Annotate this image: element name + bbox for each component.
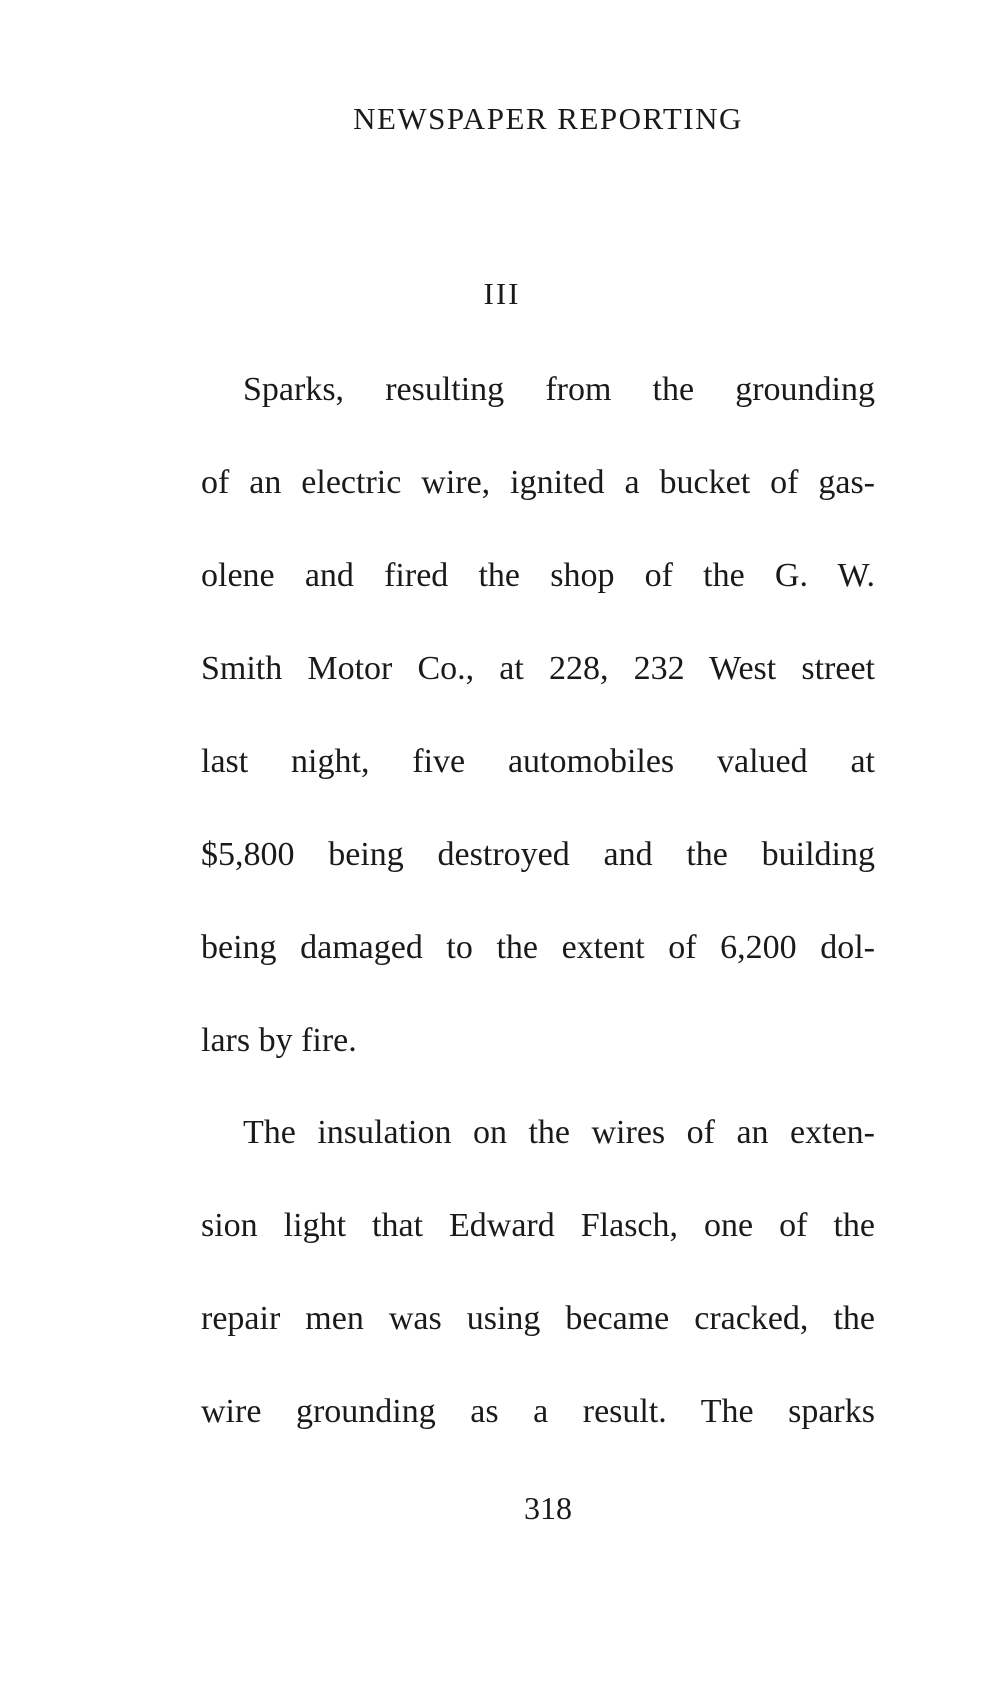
paragraph-1-line-3: olene and fired the shop of the G. W. <box>201 557 875 594</box>
paragraph-1-line-5: last night, five automobiles valued at <box>201 743 875 780</box>
paragraph-1-line-2: of an electric wire, ignited a bucket of gas- <box>201 464 875 501</box>
paragraph-2-line-1: The insulation on the wires of an exten- <box>243 1114 875 1151</box>
paragraph-1-line-1: Sparks, resulting from the grounding <box>243 371 875 408</box>
paragraph-1-line-7: being damaged to the extent of 6,200 dol- <box>201 929 875 966</box>
running-head: NEWSPAPER REPORTING <box>353 101 743 136</box>
paragraph-2-line-3: repair men was using became cracked, the <box>201 1300 875 1337</box>
paragraph-1-line-8: lars by fire. <box>201 1022 357 1059</box>
paragraph-1-line-4: Smith Motor Co., at 228, 232 West street <box>201 650 875 687</box>
page-number: 318 <box>524 1490 572 1526</box>
paragraph-1-line-6: $5,800 being destroyed and the building <box>201 836 875 873</box>
chapter-number: III <box>483 276 521 311</box>
paragraph-2-line-4: wire grounding as a result. The sparks <box>201 1393 875 1430</box>
paragraph-2-line-2: sion light that Edward Flasch, one of the <box>201 1207 875 1244</box>
